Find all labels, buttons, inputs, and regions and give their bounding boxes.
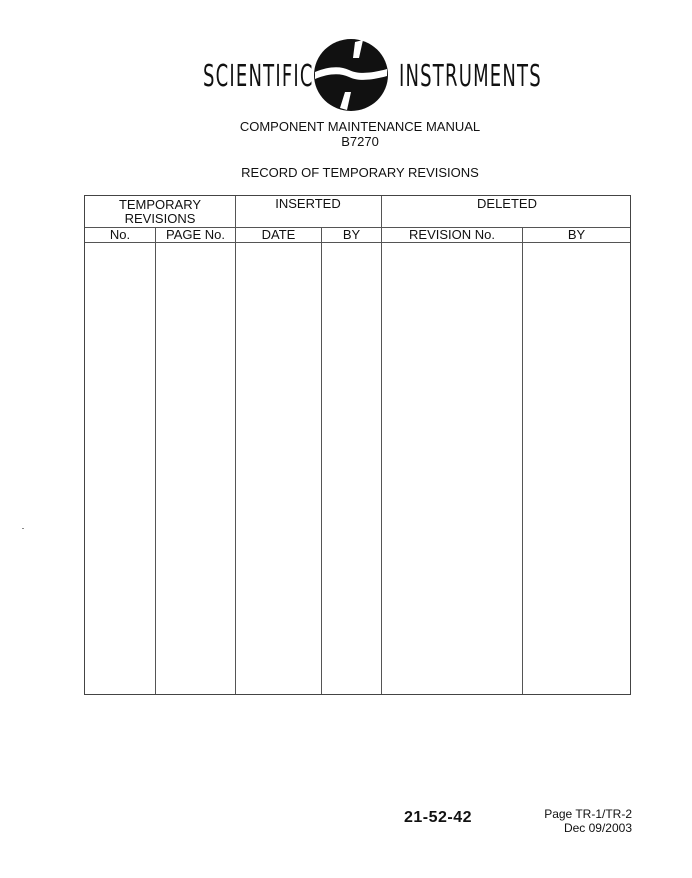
revision-record-table (84, 195, 631, 695)
entry-column-deleted-by[interactable] (523, 243, 630, 694)
document-number: 21-52-42 (404, 809, 473, 826)
page-number: Page TR-1/TR-2 (544, 807, 632, 821)
entry-column-date[interactable] (236, 243, 321, 694)
logo-word-scientific: SCIENTIFIC (203, 59, 314, 94)
entry-column-page-no[interactable] (156, 243, 235, 694)
page-date: Dec 09/2003 (563, 821, 632, 835)
scan-artifact (22, 528, 24, 529)
column-header-deleted-by: BY (567, 227, 586, 242)
group-header-temporary-revisions: TEMPORARY REVISIONS (118, 197, 202, 226)
manual-title: COMPONENT MAINTENANCE MANUAL (239, 119, 481, 134)
column-header-revision-no: REVISION No. (409, 227, 495, 242)
group-header-deleted: DELETED (477, 196, 537, 211)
si-logo-mark-icon (311, 36, 391, 114)
column-header-date: DATE (261, 227, 296, 242)
entry-column-inserted-by[interactable] (322, 243, 381, 694)
record-title: RECORD OF TEMPORARY REVISIONS (241, 165, 479, 180)
column-header-page-no: PAGE No. (165, 227, 225, 242)
logo-word-instruments: INSTRUMENTS (399, 59, 542, 94)
entry-column-revision-no[interactable] (382, 243, 522, 694)
group-header-inserted: INSERTED (275, 196, 341, 211)
column-header-inserted-by: BY (342, 227, 361, 242)
entry-column-no[interactable] (85, 243, 155, 694)
company-logo (0, 36, 692, 114)
model-number: B7270 (341, 134, 379, 149)
column-header-no: No. (109, 227, 131, 242)
